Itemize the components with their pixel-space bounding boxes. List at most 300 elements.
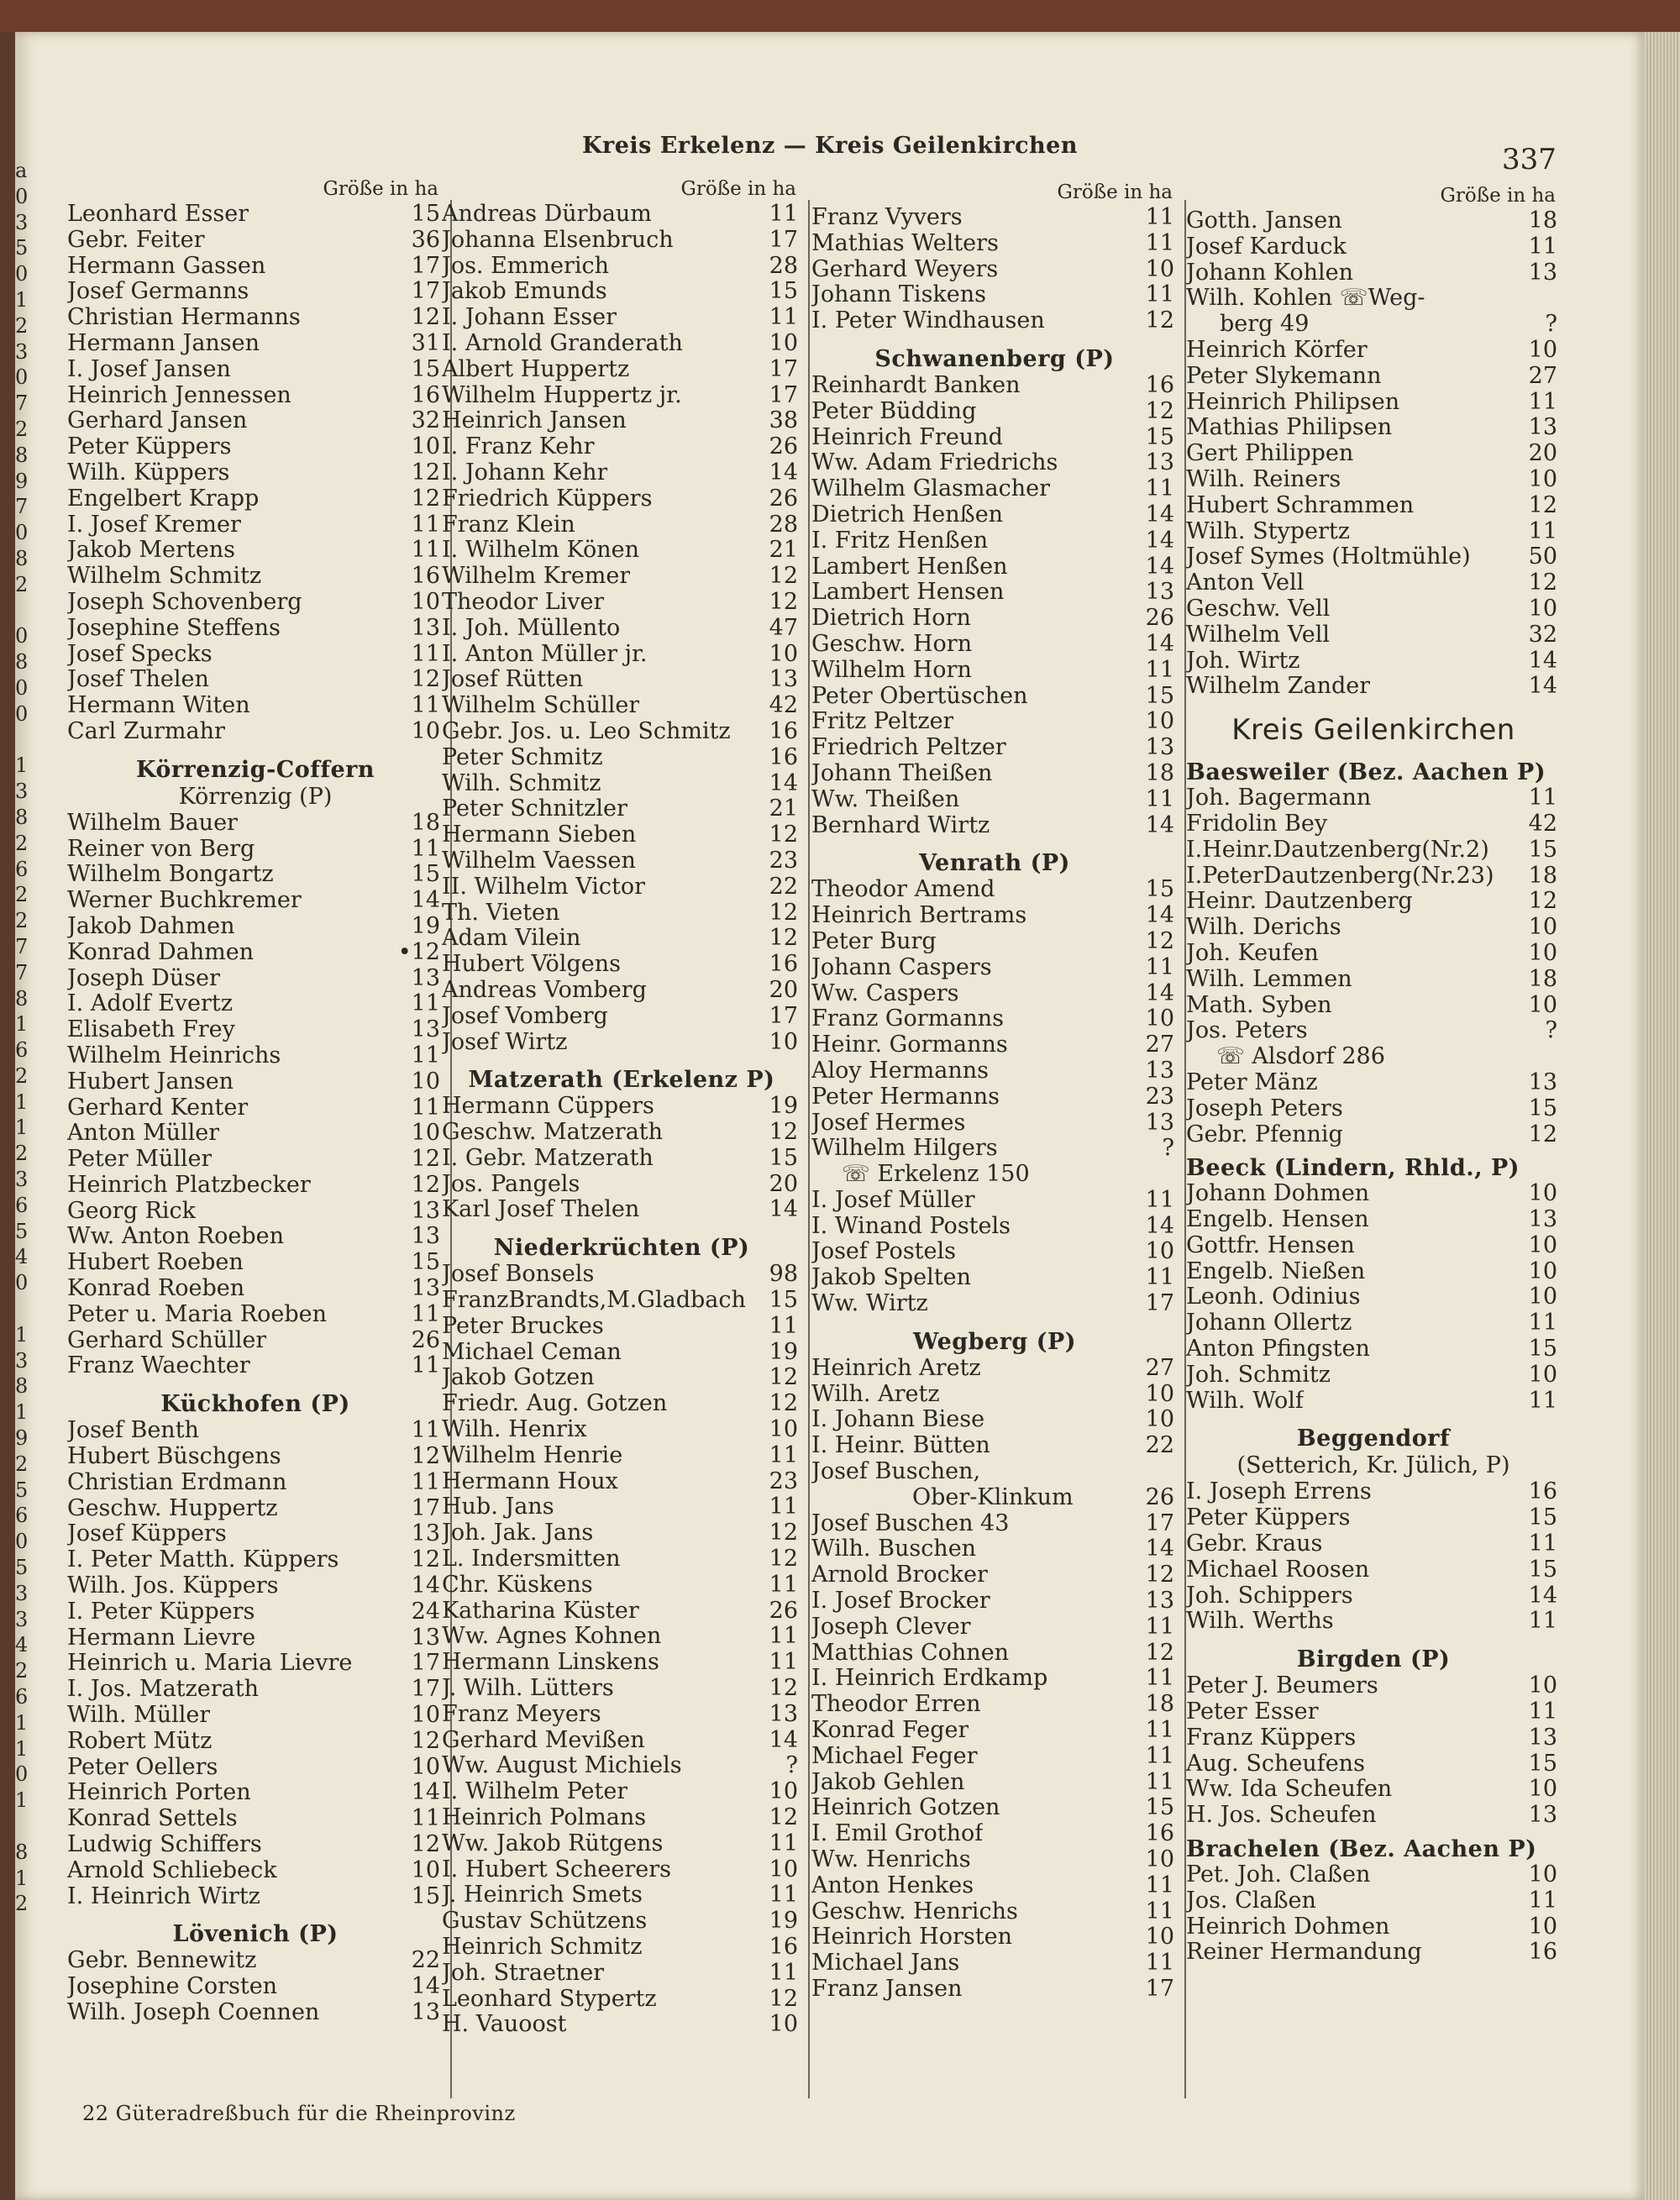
list-item [811, 1032, 1178, 1058]
list-item [811, 955, 1178, 981]
area-size: 10 [769, 329, 798, 356]
directory-column-1 [67, 176, 444, 2026]
owner-name: Heinrich Jennessen [67, 382, 291, 408]
area-size: 32 [1528, 621, 1557, 648]
margin-digit: 2 [15, 1659, 29, 1683]
owner-name: Hubert Roeben [67, 1250, 244, 1276]
area-size: 15 [1145, 1794, 1174, 1821]
area-size: 11 [1145, 204, 1174, 230]
list-item [67, 202, 444, 228]
owner-name: Gert Philippen [1186, 441, 1354, 467]
area-size: 15 [411, 1249, 440, 1276]
margin-digit: 0 [15, 1271, 29, 1295]
list-item [1186, 1583, 1561, 1609]
margin-digit: 1 [15, 287, 29, 312]
list-item [811, 684, 1178, 710]
owner-name: II. Wilhelm Victor [442, 874, 646, 900]
list-item [67, 1043, 444, 1069]
area-size: 19 [769, 1093, 798, 1120]
list-item [442, 408, 801, 434]
list-item [1186, 1862, 1561, 1888]
owner-name: Hubert Büschgens [67, 1444, 281, 1470]
list-item [1186, 1363, 1561, 1389]
page-number: 337 [1502, 143, 1557, 176]
owner-name: Matthias Cohnen [811, 1640, 1010, 1666]
margin-digit: 4 [15, 1245, 29, 1269]
area-size: 42 [1528, 810, 1557, 837]
list-item [442, 667, 801, 693]
owner-name: I. Emil Grothof [811, 1821, 984, 1847]
area-size: 10 [1528, 1776, 1557, 1803]
owner-name: Hermann Jansen [67, 330, 260, 356]
owner-name: I. Heinrich Erdkamp [811, 1666, 1048, 1692]
owner-name: Ludwig Schiffers [67, 1832, 262, 1858]
list-item [442, 1417, 801, 1443]
owner-name: Gebr. Kraus [1186, 1531, 1323, 1557]
list-item [442, 1172, 801, 1198]
owner-name: H. Jos. Scheufen [1186, 1803, 1377, 1829]
owner-name: ☏ Erkelenz 150 [842, 1162, 1030, 1188]
area-size: 12 [411, 1546, 440, 1573]
owner-name: Jos. Claßen [1186, 1888, 1316, 1914]
owner-name: Theodor Liver [442, 589, 605, 615]
list-item [811, 1214, 1178, 1240]
list-item [811, 1951, 1178, 1977]
owner-name: Wilh. Schmitz [442, 770, 601, 796]
margin-digit: 1 [15, 1089, 29, 1114]
area-size: 11 [1528, 1608, 1557, 1635]
area-size: 15 [1145, 423, 1174, 450]
owner-name: Peter u. Maria Roeben [67, 1301, 327, 1327]
owner-name: Ww. Ida Scheufen [1186, 1777, 1393, 1803]
owner-name: Werner Buchkremer [67, 888, 302, 914]
area-size: 11 [1145, 1264, 1174, 1291]
book-cover-edge [0, 0, 1680, 32]
size-column-header: Größe in ha [680, 178, 796, 200]
list-item [442, 1120, 801, 1146]
margin-digit: 2 [15, 1063, 29, 1088]
margin-digit: 8 [15, 1840, 29, 1864]
owner-name: Josef Benth [67, 1418, 199, 1444]
owner-name: Hubert Schrammen [1186, 492, 1415, 518]
owner-name: Jakob Gotzen [442, 1365, 595, 1391]
owner-name: Ww. Agnes Kohnen [442, 1624, 662, 1650]
list-item [67, 460, 444, 486]
owner-name: Peter Burg [811, 928, 937, 954]
list-item [1186, 1725, 1561, 1751]
list-item [811, 658, 1178, 684]
area-size: 18 [1145, 759, 1174, 786]
owner-name: Wilh. Derichs [1186, 915, 1341, 941]
owner-name: H. Vauoost [442, 2012, 567, 2038]
owner-name: Wilh. Wolf [1186, 1388, 1304, 1414]
list-item [442, 1728, 801, 1754]
list-item [811, 476, 1178, 502]
area-size: 11 [769, 1494, 798, 1520]
area-size: 16 [1528, 1478, 1557, 1505]
area-size: 13 [1528, 259, 1557, 286]
list-item [67, 642, 444, 668]
locality-heading: Schwanenberg (P) [874, 345, 1115, 372]
list-item [442, 590, 801, 616]
owner-name: FranzBrandts,M.Gladbach [442, 1288, 746, 1314]
owner-name: Heinrich Horsten [811, 1924, 1012, 1951]
list-item [442, 228, 801, 254]
margin-digit: 8 [15, 805, 29, 829]
list-item [811, 1382, 1178, 1408]
owner-name: Josef Hermes [811, 1110, 966, 1136]
list-item [811, 502, 1178, 528]
area-size: 19 [411, 912, 440, 939]
list-item [811, 425, 1178, 451]
list-item [811, 1356, 1178, 1382]
list-item [442, 434, 801, 460]
owner-name: Hermann Sieben [442, 822, 637, 848]
margin-digit: 8 [15, 1374, 29, 1399]
owner-name: Michael Roosen [1186, 1557, 1370, 1583]
owner-name: Wilhelm Huppertz jr. [442, 382, 682, 408]
area-size: 11 [411, 1417, 440, 1444]
owner-name: Peter Schmitz [442, 744, 603, 770]
area-size: 10 [1528, 1672, 1557, 1699]
list-item [442, 1676, 801, 1702]
list-item [442, 202, 801, 228]
list-item [67, 383, 444, 409]
area-size: 10 [1528, 914, 1557, 941]
list-item [1186, 993, 1561, 1019]
list-item [811, 1485, 1178, 1511]
area-size: 11 [1528, 233, 1557, 260]
area-size: 13 [411, 1999, 440, 2025]
area-size: 19 [769, 1908, 798, 1935]
owner-name: Joh. Keufen [1186, 940, 1319, 966]
list-item [442, 822, 801, 848]
list-item [67, 357, 444, 383]
area-size: 13 [1145, 579, 1174, 606]
owner-name: I. Joh. Müllento [442, 615, 621, 641]
area-size: 50 [1528, 543, 1557, 570]
owner-name: Josef Karduck [1186, 234, 1347, 260]
list-item [67, 862, 444, 888]
list-item [67, 693, 444, 719]
owner-name: Wilh. Werths [1186, 1609, 1334, 1635]
owner-name: Robert Mütz [67, 1728, 213, 1754]
area-size: 11 [769, 1882, 798, 1909]
owner-name: Peter Müller [67, 1147, 213, 1173]
owner-name: Heinrich Gotzen [811, 1795, 1000, 1821]
area-size: 13 [769, 666, 798, 693]
list-item [67, 228, 444, 254]
area-size: 17 [1145, 1976, 1174, 2002]
size-column-header: Größe in ha [1057, 181, 1173, 203]
area-size: 19 [769, 1338, 798, 1365]
list-item [442, 1805, 801, 1831]
area-size: 11 [769, 1649, 798, 1676]
list-item [67, 1418, 444, 1444]
owner-name: Arnold Schliebeck [67, 1857, 277, 1883]
owner-name: Heinrich Körfer [1186, 337, 1368, 363]
margin-digit: 5 [15, 236, 29, 260]
area-size: 15 [411, 201, 440, 227]
owner-name: Bernhard Wirtz [811, 812, 990, 838]
owner-name: Josef Bonsels [442, 1262, 595, 1288]
margin-digit: 1 [15, 1736, 29, 1761]
size-column-header: Größe in ha [323, 178, 438, 200]
owner-name: Christian Hermanns [67, 305, 301, 331]
area-size: 11 [411, 1805, 440, 1832]
list-item [67, 837, 444, 863]
list-item [1186, 1070, 1561, 1096]
list-item [811, 399, 1178, 425]
margin-digit: 0 [15, 521, 29, 545]
area-size: 11 [1145, 1898, 1174, 1924]
owner-name: Heinrich Philipsen [1186, 389, 1400, 415]
area-size: 11 [1145, 656, 1174, 683]
area-size: 11 [769, 1312, 798, 1339]
area-size: 11 [769, 1623, 798, 1650]
owner-name: I. Anton Müller jr. [442, 641, 648, 667]
owner-name: Ww. Adam Friedrichs [811, 450, 1058, 476]
owner-name: Geschw. Horn [811, 631, 973, 657]
margin-digit: 7 [15, 960, 29, 984]
list-item [67, 538, 444, 564]
area-size: 22 [411, 1947, 440, 1974]
list-item [442, 486, 801, 512]
owner-name: Peter Obertüschen [811, 683, 1028, 709]
margin-digit: 0 [15, 1530, 29, 1554]
list-item [67, 1121, 444, 1147]
owner-name: Andreas Vomberg [442, 977, 647, 1003]
owner-name: Anton Henkes [811, 1872, 974, 1898]
area-size: 14 [769, 1726, 798, 1753]
locality-heading: Wegberg (P) [912, 1328, 1077, 1355]
area-size: 10 [769, 1416, 798, 1443]
list-item [811, 373, 1178, 399]
area-size: 12 [1145, 307, 1174, 334]
area-size: 10 [769, 1856, 798, 1882]
owner-name: Peter J. Beumers [1186, 1673, 1378, 1699]
list-item [1186, 1914, 1561, 1940]
list-item [811, 231, 1178, 257]
list-item [1186, 234, 1561, 260]
list-item [811, 1407, 1178, 1433]
area-size: 13 [1145, 1057, 1174, 1084]
locality-heading: Beggendorf [1296, 1426, 1451, 1452]
owner-name: Geschw. Henrichs [811, 1898, 1018, 1924]
list-item [442, 1857, 801, 1883]
area-size: 11 [1145, 281, 1174, 308]
area-size: 23 [769, 847, 798, 874]
owner-name: Albert Huppertz [442, 356, 630, 382]
list-item [1186, 596, 1561, 622]
margin-digit: 8 [15, 546, 29, 570]
list-item [811, 1666, 1178, 1692]
list-item [442, 1197, 801, 1223]
owner-name: Joh. Straetner [442, 1960, 605, 1986]
area-size: 16 [769, 951, 798, 978]
owner-name: I. Johann Esser [442, 305, 617, 331]
area-size: 14 [1528, 647, 1557, 674]
list-item [442, 1288, 801, 1314]
locality-heading: Matzerath (Erkelenz P) [468, 1067, 775, 1094]
list-item [442, 1365, 801, 1391]
left-margin-digits [15, 158, 32, 1917]
list-item [811, 1718, 1178, 1744]
list-item [811, 1873, 1178, 1899]
area-size: 11 [1145, 953, 1174, 980]
margin-digit: 3 [15, 1607, 29, 1631]
list-item [67, 1599, 444, 1625]
area-size: 12 [769, 1675, 798, 1702]
area-size: 11 [1528, 1531, 1557, 1557]
list-item [442, 693, 801, 719]
list-item [442, 1961, 801, 1987]
owner-name: Wilh. Buschen [811, 1536, 977, 1562]
list-item [67, 667, 444, 693]
area-size: 12 [411, 1727, 440, 1754]
area-size: 15 [1528, 836, 1557, 863]
area-size: 13 [1528, 414, 1557, 441]
owner-name: Heinrich Porten [67, 1780, 251, 1806]
area-size: 11 [1528, 785, 1557, 811]
owner-name: Peter Küppers [67, 434, 232, 460]
list-item [442, 1573, 801, 1599]
list-item [67, 1858, 444, 1884]
owner-name: Wilh. Lemmen [1186, 966, 1352, 992]
owner-name: Joh. Schippers [1186, 1583, 1353, 1609]
list-item [1186, 1310, 1561, 1336]
running-head: Kreis Erkelenz — Kreis Geilenkirchen [582, 133, 1078, 159]
area-size: 11 [1145, 1872, 1174, 1898]
list-item [1186, 1888, 1561, 1914]
margin-digit: 1 [15, 1710, 29, 1735]
list-item [442, 564, 801, 590]
list-item [442, 1599, 801, 1625]
owner-name: Th. Vieten [442, 900, 560, 926]
owner-name: Wilhelm Glasmacher [811, 476, 1050, 502]
area-size: 12 [769, 1520, 798, 1546]
owner-name: Josef Buschen 43 [811, 1510, 1010, 1536]
list-item [67, 1199, 444, 1225]
list-item [442, 616, 801, 642]
list-item [811, 308, 1178, 334]
area-size: 13 [1145, 1109, 1174, 1136]
owner-name: Wilhelm Schmitz [67, 564, 262, 590]
margin-digit: 1 [15, 1322, 29, 1347]
list-item [1186, 286, 1561, 312]
margin-digit: 3 [15, 210, 29, 234]
owner-name: Josef Postels [811, 1239, 956, 1265]
margin-digit: 1 [15, 753, 29, 778]
list-item [442, 771, 801, 797]
margin-digit: 0 [15, 701, 29, 726]
area-size: 11 [1145, 1768, 1174, 1795]
area-size [1514, 1044, 1561, 1070]
list-item [811, 813, 1178, 839]
area-size: 10 [411, 717, 440, 744]
list-item [811, 1588, 1178, 1615]
owner-name: Geschw. Huppertz [67, 1495, 278, 1521]
area-size: 11 [1528, 1887, 1557, 1914]
owner-name: Josef Thelen [67, 667, 209, 693]
owner-name: Heinr. Dautzenberg [1186, 889, 1413, 915]
list-item [811, 1924, 1178, 1951]
list-item [1186, 1699, 1561, 1725]
list-item [442, 460, 801, 486]
list-item [811, 1744, 1178, 1770]
area-size: 10 [769, 640, 798, 667]
area-size: 16 [769, 743, 798, 770]
owner-name: L. Indersmitten [442, 1546, 621, 1573]
list-item [442, 1314, 801, 1340]
area-size: 18 [411, 809, 440, 836]
area-size: 10 [1528, 939, 1557, 966]
locality-subheading: Körrenzig (P) [178, 783, 333, 810]
area-size: 16 [1145, 1820, 1174, 1847]
owner-name: Joh. Schmitz [1186, 1362, 1331, 1388]
area-size: 14 [1528, 1582, 1557, 1609]
list-item [1186, 864, 1561, 890]
owner-name: ☏ Alsdorf 286 [1216, 1044, 1385, 1070]
owner-name: Gotth. Jansen [1186, 208, 1342, 234]
list-item [67, 1470, 444, 1496]
area-size [1514, 286, 1561, 312]
area-size: 28 [769, 511, 798, 538]
area-size: 11 [411, 511, 440, 538]
area-size: 16 [769, 1934, 798, 1960]
owner-name: Theodor Erren [811, 1692, 981, 1718]
owner-name: Andreas Dürbaum [442, 202, 652, 227]
owner-name: Franz Vyvers [811, 205, 963, 230]
list-item [442, 1650, 801, 1676]
area-size: 11 [1528, 1699, 1557, 1725]
owner-name: I. Jos. Matzerath [67, 1677, 259, 1703]
owner-name: Dietrich Henßen [811, 501, 1004, 528]
owner-name: Gebr. Bennewitz [67, 1948, 257, 1974]
area-size: 26 [1145, 1483, 1174, 1510]
area-size: 10 [1145, 1380, 1174, 1407]
size-column-header: Größe in ha [1440, 185, 1556, 207]
area-size: 13 [769, 1700, 798, 1727]
list-item [67, 1651, 444, 1677]
directory-column-4 [1186, 183, 1561, 1966]
margin-digit: 0 [15, 624, 29, 648]
list-item [67, 434, 444, 460]
list-item [442, 1004, 801, 1030]
list-item [811, 205, 1178, 231]
list-item [1186, 648, 1561, 675]
margin-digit: 8 [15, 986, 29, 1011]
owner-name: Gebr. Pfennig [1186, 1121, 1343, 1147]
area-size: 23 [769, 1468, 798, 1494]
locality-heading: Baesweiler (Bez. Aachen P) [1186, 759, 1546, 786]
owner-name: Heinrich Dohmen [1186, 1914, 1390, 1940]
owner-name: Heinrich Freund [811, 424, 1003, 450]
list-item [1186, 1096, 1561, 1122]
owner-name: Ww. Anton Roeben [67, 1224, 285, 1250]
owner-name: Josef Germanns [67, 279, 249, 305]
list-item [1186, 260, 1561, 286]
list-item [67, 1729, 444, 1755]
area-size: 47 [769, 614, 798, 641]
owner-name: Josef Küppers [67, 1521, 227, 1547]
owner-name: Josephine Steffens [67, 615, 281, 641]
area-size: 12 [411, 485, 440, 512]
area-size: 17 [411, 1650, 440, 1677]
list-item [67, 1302, 444, 1328]
area-size: 11 [769, 1959, 798, 1986]
list-item [811, 1162, 1178, 1188]
